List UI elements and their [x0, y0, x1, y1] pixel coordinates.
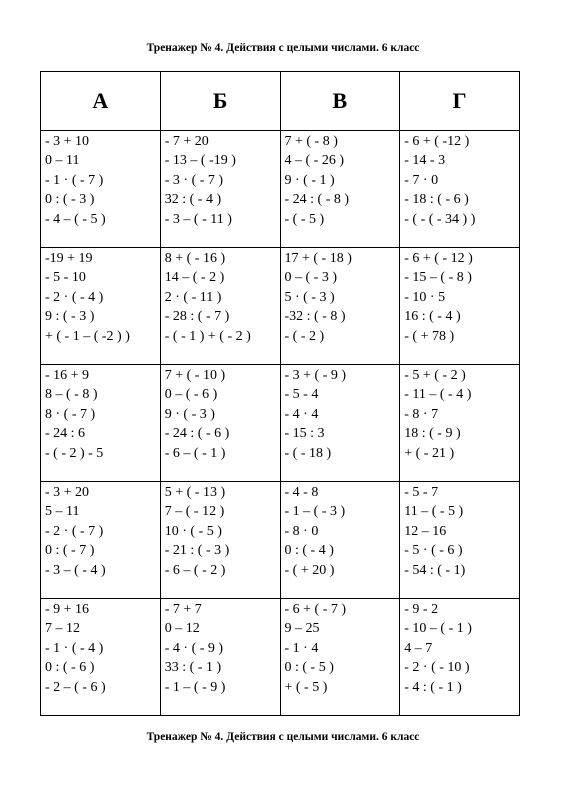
expression: - 5 - 10 — [45, 270, 86, 286]
expression: - 18 : ( - 6 ) — [404, 192, 469, 208]
page-title: Тренажер № 4. Действия с целыми числами. 6 класс — [146, 42, 420, 54]
expression: - 10 – ( - 1 ) — [404, 621, 472, 637]
expression: - 5 · ( - 6 ) — [404, 543, 463, 559]
expression: 11 – ( - 5 ) — [404, 504, 464, 520]
column-header-g: Г — [400, 72, 520, 131]
expression: - 1 · 4 — [284, 640, 319, 656]
exercise-cell-b — [160, 482, 280, 599]
expression: - 11 – ( - 4 ) — [404, 387, 472, 403]
expression: - 6 – ( - 2 ) — [164, 562, 226, 578]
expression: 7 – 12 — [45, 621, 80, 637]
table-row — [41, 482, 520, 599]
expression: - 4 · 4 — [284, 406, 319, 422]
expression: 9 – 25 — [284, 621, 320, 637]
expression: - 3 – ( - 11 ) — [164, 211, 232, 227]
exercise-cell-a — [41, 131, 161, 248]
expression: 9 : ( - 3 ) — [45, 309, 95, 325]
expression: 9 · ( - 1 ) — [284, 172, 335, 188]
expression: - ( + 20 ) — [284, 562, 335, 578]
expression: - 3 – ( - 4 ) — [45, 562, 106, 578]
expression: 18 : ( - 9 ) — [404, 426, 461, 442]
exercise-cell-a — [41, 248, 161, 365]
expression: 7 + ( - 10 ) — [164, 368, 226, 383]
expression: - ( - 5 ) — [284, 211, 325, 227]
expression: - 10 · 5 — [404, 289, 446, 305]
expression: 2 · ( - 11 ) — [164, 289, 222, 305]
exercise-cell-g — [400, 599, 520, 716]
expression: + ( - 1 – ( -2 ) ) — [45, 328, 130, 344]
exercise-cell-v — [280, 131, 400, 248]
expression: - 3 + 20 — [45, 485, 90, 500]
expression: - 7 + 7 — [164, 602, 202, 617]
expression: - 24 : 6 — [45, 426, 86, 442]
header-row — [41, 72, 520, 131]
expression: - 7 · 0 — [404, 172, 439, 188]
expression: 17 + ( - 18 ) — [284, 251, 352, 266]
expression: 0 – 12 — [164, 621, 200, 637]
expression: 7 – ( - 12 ) — [164, 504, 225, 520]
expression: 0 – ( - 6 ) — [164, 387, 218, 403]
expression: 33 : ( - 1 ) — [164, 660, 222, 676]
expression: - 2 – ( - 6 ) — [45, 679, 106, 695]
expression: - 1 – ( - 3 ) — [284, 504, 346, 520]
exercise-cell-a — [41, 365, 161, 482]
expression: + ( - 5 ) — [284, 679, 328, 695]
expression: -32 : ( - 8 ) — [284, 309, 346, 325]
table-row — [41, 599, 520, 716]
expression: 32 : ( - 4 ) — [164, 192, 222, 208]
expression: - 1 · ( - 7 ) — [45, 172, 104, 188]
exercise-cell-a — [41, 599, 161, 716]
exercise-cell-v — [280, 482, 400, 599]
expression: 12 – 16 — [404, 523, 447, 539]
expression: 0 : ( - 4 ) — [284, 543, 334, 559]
expression: - 5 - 4 — [284, 387, 319, 403]
expression: - ( - 2 ) — [284, 328, 325, 344]
table-row — [41, 248, 520, 365]
expression: - 15 – ( - 8 ) — [404, 270, 472, 286]
expression: 14 – ( - 2 ) — [164, 270, 225, 286]
footer-title: Тренажер № 4. Действия с целыми числами. 6 класс — [146, 731, 420, 743]
expression: - ( - ( - 34 ) ) — [404, 211, 476, 227]
expression: 8 · ( - 7 ) — [45, 406, 96, 422]
expression: - 54 : ( - 1) — [404, 562, 466, 578]
expression: - 15 : 3 — [284, 426, 325, 442]
expression: - 6 – ( - 1 ) — [164, 445, 226, 461]
expression: - 6 + ( - 12 ) — [404, 251, 473, 266]
expression: 8 – ( - 8 ) — [45, 387, 98, 403]
expression: - 6 + ( -12 ) — [404, 134, 470, 149]
expression: - 9 + 16 — [45, 602, 90, 617]
expression: - 28 : ( - 7 ) — [164, 309, 230, 325]
expression: 16 : ( - 4 ) — [404, 309, 461, 325]
expression: - 24 : ( - 6 ) — [164, 426, 230, 442]
exercise-cell-b — [160, 599, 280, 716]
expression: - 1 · ( - 4 ) — [45, 640, 104, 656]
expression: - 9 - 2 — [404, 602, 439, 617]
expression: 5 · ( - 3 ) — [284, 289, 335, 305]
expression: 0 : ( - 6 ) — [45, 660, 95, 676]
expression: - ( - 1 ) + ( - 2 ) — [164, 328, 251, 344]
expression: 8 + ( - 16 ) — [164, 251, 226, 266]
expression: 5 – 11 — [45, 504, 80, 520]
expression: 0 : ( - 3 ) — [45, 192, 95, 208]
exercise-table — [40, 71, 520, 716]
expression: 0 – 11 — [45, 153, 80, 169]
exercise-cell-g — [400, 365, 520, 482]
expression: - 4 – ( - 5 ) — [45, 211, 106, 227]
exercise-cell-b — [160, 131, 280, 248]
expression: - 8 · 7 — [404, 406, 439, 422]
expression: 10 · ( - 5 ) — [164, 523, 222, 539]
expression: - ( - 2 ) - 5 — [45, 445, 104, 461]
expression: - 2 · ( - 4 ) — [45, 289, 104, 305]
expression: 0 : ( - 7 ) — [45, 543, 95, 559]
table-header — [41, 72, 520, 131]
exercise-cell-v — [280, 599, 400, 716]
expression: + ( - 21 ) — [404, 445, 455, 461]
table-row — [41, 365, 520, 482]
expression: - 4 - 8 — [284, 485, 319, 500]
expression: - ( - 18 ) — [284, 445, 332, 461]
expression: 5 + ( - 13 ) — [164, 485, 226, 500]
exercise-cell-b — [160, 248, 280, 365]
expression: - 4 : ( - 1 ) — [404, 679, 462, 695]
table-body — [41, 131, 520, 716]
table-row — [41, 131, 520, 248]
exercise-cell-g — [400, 131, 520, 248]
expression: - 1 – ( - 9 ) — [164, 679, 226, 695]
expression: - 5 - 7 — [404, 485, 439, 500]
expression: 4 – 7 — [404, 640, 433, 656]
expression: 0 : ( - 5 ) — [284, 660, 334, 676]
expression: 9 · ( - 3 ) — [164, 406, 215, 422]
expression: - 7 + 20 — [164, 134, 209, 149]
expression: - 2 · ( - 10 ) — [404, 660, 470, 676]
expression: 7 + ( - 8 ) — [284, 134, 338, 149]
expression: - 6 + ( - 7 ) — [284, 602, 347, 617]
exercise-cell-g — [400, 482, 520, 599]
expression: - 16 + 9 — [45, 368, 90, 383]
exercise-cell-a — [41, 482, 161, 599]
exercise-cell-b — [160, 365, 280, 482]
exercise-cell-v — [280, 365, 400, 482]
expression: - 2 · ( - 7 ) — [45, 523, 104, 539]
expression: 0 – ( - 3 ) — [284, 270, 337, 286]
column-header-a: А — [41, 72, 161, 131]
expression: - 13 – ( -19 ) — [164, 153, 236, 169]
expression: - 24 : ( - 8 ) — [284, 192, 350, 208]
expression: - 5 + ( - 2 ) — [404, 368, 466, 383]
column-header-b: Б — [160, 72, 280, 131]
exercise-cell-g — [400, 248, 520, 365]
expression: - 3 · ( - 7 ) — [164, 172, 224, 188]
expression: - ( + 78 ) — [404, 328, 455, 344]
expression: 4 – ( - 26 ) — [284, 153, 344, 169]
expression: -19 + 19 — [45, 251, 93, 266]
exercise-cell-v — [280, 248, 400, 365]
expression: - 8 · 0 — [284, 523, 319, 539]
expression: - 21 : ( - 3 ) — [164, 543, 230, 559]
expression: - 14 - 3 — [404, 153, 446, 169]
expression: - 4 · ( - 9 ) — [164, 640, 224, 656]
column-header-v: В — [280, 72, 400, 131]
expression: - 3 + ( - 9 ) — [284, 368, 347, 383]
expression: - 3 + 10 — [45, 134, 90, 149]
